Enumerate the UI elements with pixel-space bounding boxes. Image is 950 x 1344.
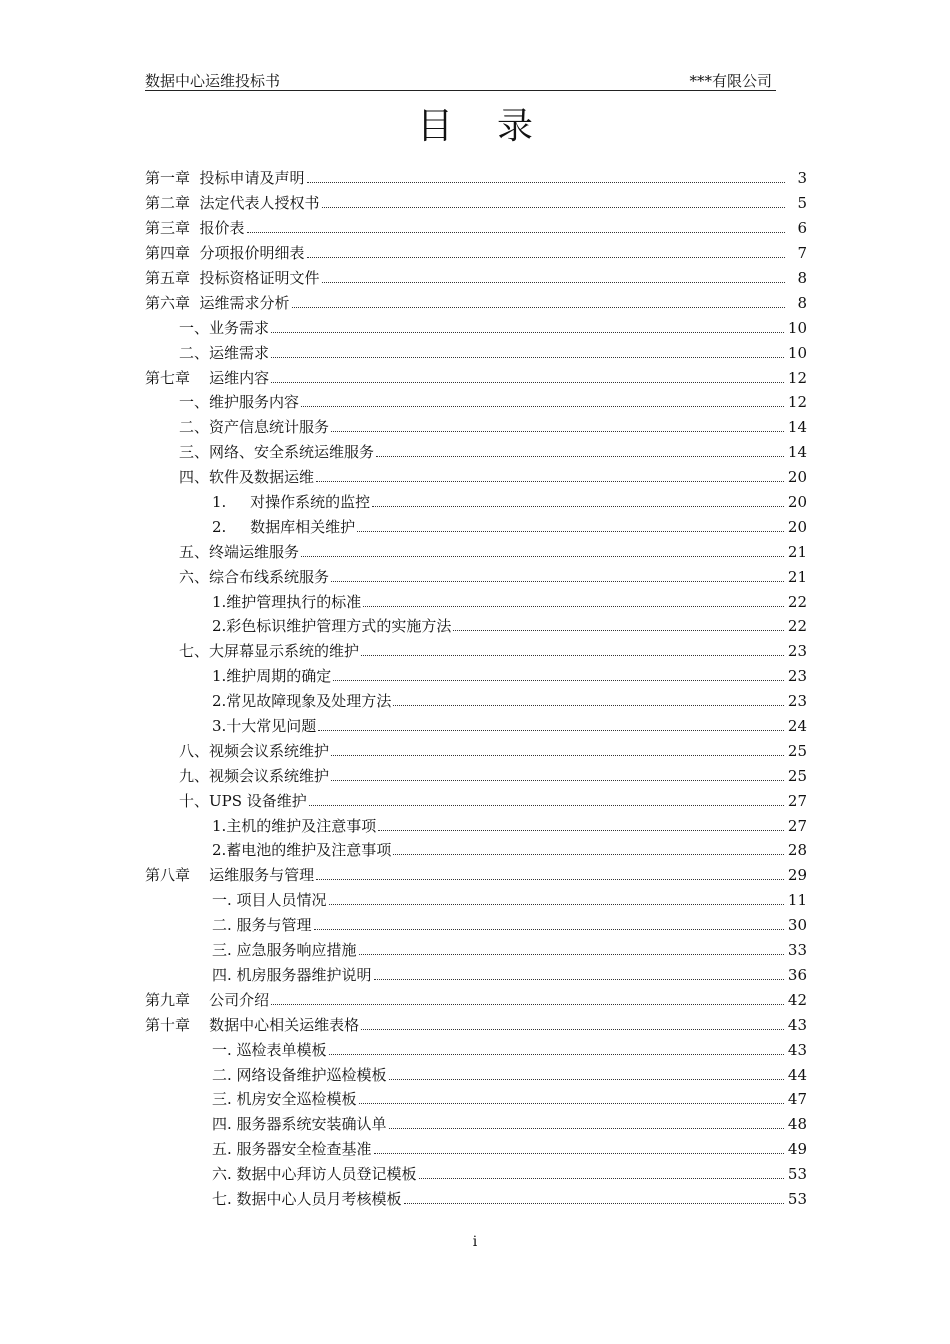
toc-entry[interactable] [145, 1162, 807, 1187]
toc-entry-label: 四、软件及数据运维 [179, 468, 315, 487]
toc-entry[interactable] [145, 390, 807, 415]
toc-dot-leader [316, 466, 784, 482]
toc-entry-label: 三. 机房安全巡检模板 [212, 1090, 357, 1109]
toc-entry-page-number: 29 [787, 866, 807, 885]
toc-entry[interactable] [145, 1187, 807, 1212]
toc-dot-leader [247, 217, 785, 233]
toc-dot-leader [301, 541, 784, 557]
page-number: i [472, 1234, 478, 1250]
toc-entry[interactable] [145, 465, 807, 490]
toc-dot-leader [318, 715, 784, 731]
toc-dot-leader [359, 939, 784, 955]
toc-entry[interactable] [145, 315, 807, 340]
toc-entry-label: 1.主机的维护及注意事项 [212, 816, 377, 835]
toc-entry-label: 一、维护服务内容 [179, 393, 300, 412]
toc-dot-leader [453, 615, 784, 631]
toc-entry[interactable] [145, 639, 807, 664]
toc-entry-page-number: 47 [787, 1090, 807, 1109]
toc-entry-page-number: 43 [787, 1015, 807, 1034]
toc-entry[interactable] [145, 938, 807, 963]
toc-entry-label: 第十章 数据中心相关运维表格 [145, 1015, 360, 1034]
toc-dot-leader [271, 342, 784, 358]
toc-entry-label: 第二章 法定代表人授权书 [145, 194, 320, 213]
toc-entry-label: 五. 服务器安全检查基准 [212, 1140, 372, 1159]
toc-entry[interactable] [145, 216, 807, 241]
toc-entry-page-number: 10 [787, 318, 807, 337]
toc-entry[interactable] [145, 863, 807, 888]
toc-entry-label: 1. 对操作系统的监控 [212, 493, 371, 512]
toc-entry-label: 第九章 公司介绍 [145, 990, 270, 1009]
toc-entry[interactable] [145, 763, 807, 788]
toc-entry-page-number: 21 [787, 567, 807, 586]
toc-entry-page-number: 8 [797, 293, 807, 312]
toc-entry[interactable] [145, 1037, 807, 1062]
toc-entry-label: 1.维护周期的确定 [212, 667, 332, 686]
toc-entry-label: 第四章 分项报价明细表 [145, 244, 305, 263]
toc-entry-page-number: 23 [787, 667, 807, 686]
toc-entry-page-number: 49 [787, 1140, 807, 1159]
toc-entry-page-number: 48 [787, 1115, 807, 1134]
toc-dot-leader [363, 591, 784, 607]
toc-entry-page-number: 53 [787, 1165, 807, 1184]
toc-dot-leader [309, 790, 784, 806]
toc-dot-leader [322, 192, 785, 208]
toc-entry-page-number: 21 [787, 542, 807, 561]
toc-entry-page-number: 25 [787, 741, 807, 760]
toc-dot-leader [393, 839, 784, 855]
toc-entry[interactable] [145, 664, 807, 689]
toc-entry-label: 2. 数据库相关维护 [212, 517, 356, 536]
page-title: 目录 [416, 106, 577, 147]
toc-dot-leader [329, 889, 784, 905]
toc-entry-label: 第六章 运维需求分析 [145, 293, 290, 312]
toc-entry-label: 四. 机房服务器维护说明 [212, 965, 372, 984]
toc-entry-page-number: 3 [797, 169, 807, 188]
toc-entry-page-number: 14 [787, 443, 807, 462]
toc-entry[interactable] [145, 1112, 807, 1137]
toc-dot-leader [359, 1088, 784, 1104]
toc-dot-leader [372, 491, 784, 507]
toc-entry[interactable] [145, 589, 807, 614]
toc-entry-page-number: 23 [787, 692, 807, 711]
toc-entry-page-number: 12 [787, 368, 807, 387]
toc-entry-page-number: 12 [787, 393, 807, 412]
toc-entry-page-number: 33 [787, 941, 807, 960]
toc-dot-leader [389, 1113, 784, 1129]
toc-entry[interactable] [145, 241, 807, 266]
toc-dot-leader [376, 441, 784, 457]
toc-entry-label: 五、终端运维服务 [179, 542, 300, 561]
toc-dot-leader [322, 267, 785, 283]
toc-entry-page-number: 14 [787, 418, 807, 437]
toc-entry-label: 九、视频会议系统维护 [179, 766, 330, 785]
toc-entry[interactable] [145, 564, 807, 589]
toc-entry-page-number: 30 [787, 916, 807, 935]
toc-entry[interactable] [145, 913, 807, 938]
toc-entry-page-number: 10 [787, 343, 807, 362]
toc-entry-page-number: 20 [787, 493, 807, 512]
toc-entry-label: 八、视频会议系统维护 [179, 741, 330, 760]
toc-entry-label: 七、大屏幕显示系统的维护 [179, 642, 360, 661]
toc-entry[interactable] [145, 191, 807, 216]
toc-dot-leader [314, 914, 784, 930]
toc-dot-leader [374, 964, 784, 980]
toc-dot-leader [331, 416, 784, 432]
toc-entry-label: 三. 应急服务响应措施 [212, 941, 357, 960]
toc-entry[interactable] [145, 888, 807, 913]
toc-entry[interactable] [145, 539, 807, 564]
toc-entry-page-number: 23 [787, 642, 807, 661]
toc-entry-label: 2.彩色标识维护管理方式的实施方法 [212, 617, 452, 636]
toc-entry[interactable] [145, 166, 807, 191]
toc-entry[interactable] [145, 963, 807, 988]
toc-entry-label: 第八章 运维服务与管理 [145, 866, 315, 885]
toc-dot-leader [404, 1188, 784, 1204]
toc-dot-leader [271, 989, 784, 1005]
toc-entry-page-number: 7 [797, 244, 807, 263]
toc-dot-leader [331, 740, 784, 756]
toc-entry[interactable] [145, 490, 807, 515]
toc-entry-page-number: 42 [787, 990, 807, 1009]
toc-entry-label: 七. 数据中心人员月考核模板 [212, 1189, 402, 1208]
toc-entry[interactable] [145, 689, 807, 714]
toc-entry-page-number: 43 [787, 1040, 807, 1059]
toc-entry-page-number: 8 [797, 269, 807, 287]
toc-dot-leader [316, 864, 784, 880]
header-company-name: ***有限公司 [689, 72, 772, 90]
toc-dot-leader [331, 765, 784, 781]
toc-entry[interactable] [145, 738, 807, 763]
toc-entry-page-number: 20 [787, 468, 807, 487]
toc-entry-label: 第五章 投标资格证明文件 [145, 269, 320, 287]
toc-entry-label: 四. 服务器系统安装确认单 [212, 1115, 387, 1134]
header-document-title: 数据中心运维投标书 [145, 72, 281, 90]
toc-entry-label: 3.十大常见问题 [212, 717, 317, 736]
toc-entry-label: 2.蓄电池的维护及注意事项 [212, 841, 392, 860]
toc-entry-label: 六. 数据中心拜访人员登记模板 [212, 1165, 417, 1184]
toc-entry[interactable] [145, 1137, 807, 1162]
toc-dot-leader [307, 167, 785, 183]
toc-entry[interactable] [145, 266, 807, 291]
toc-dot-leader [378, 815, 784, 831]
toc-entry[interactable] [145, 365, 807, 390]
toc-entry-page-number: 22 [787, 617, 807, 636]
toc-entry-label: 2.常见故障现象及处理方法 [212, 692, 392, 711]
toc-entry[interactable] [145, 1062, 807, 1087]
toc-entry[interactable] [145, 1087, 807, 1112]
toc-dot-leader [361, 1014, 784, 1030]
toc-entry-label: 二、资产信息统计服务 [179, 418, 330, 437]
toc-entry[interactable] [145, 1012, 807, 1037]
toc-entry-page-number: 44 [787, 1065, 807, 1084]
toc-dot-leader [307, 242, 785, 258]
toc-entry[interactable] [145, 813, 807, 838]
toc-entry[interactable] [145, 788, 807, 813]
toc-entry[interactable] [145, 340, 807, 365]
toc-entry-page-number: 6 [797, 219, 807, 238]
toc-entry-label: 一、业务需求 [179, 318, 270, 337]
toc-dot-leader [374, 1138, 784, 1154]
toc-dot-leader [271, 317, 784, 333]
toc-dot-leader [329, 1039, 784, 1055]
toc-entry-page-number: 5 [797, 194, 807, 213]
toc-dot-leader [271, 367, 784, 383]
toc-entry[interactable] [145, 415, 807, 440]
toc-entry-page-number: 22 [787, 592, 807, 611]
toc-entry[interactable] [145, 838, 807, 863]
toc-dot-leader [301, 391, 784, 407]
toc-entry-label: 二. 服务与管理 [212, 916, 312, 935]
toc-entry[interactable] [145, 987, 807, 1012]
toc-entry-page-number: 27 [787, 816, 807, 835]
toc-dot-leader [333, 665, 784, 681]
toc-dot-leader [331, 566, 784, 582]
toc-entry-label: 第三章 报价表 [145, 219, 245, 238]
table-of-contents [145, 166, 807, 1211]
toc-entry[interactable] [145, 290, 807, 315]
toc-dot-leader [357, 516, 784, 532]
toc-dot-leader [292, 292, 785, 308]
toc-entry-label: 十、UPS 设备维护 [179, 791, 307, 810]
toc-entry-label: 第一章 投标申请及声明 [145, 169, 305, 188]
toc-entry-label: 一. 巡检表单模板 [212, 1040, 327, 1059]
toc-entry-label: 第七章 运维内容 [145, 368, 270, 387]
toc-entry[interactable] [145, 614, 807, 639]
toc-entry-page-number: 53 [787, 1189, 807, 1208]
toc-entry-label: 一. 项目人员情况 [212, 891, 327, 910]
toc-entry[interactable] [145, 514, 807, 539]
toc-dot-leader [389, 1064, 784, 1080]
toc-entry-label: 1.维护管理执行的标准 [212, 592, 362, 611]
toc-dot-leader [393, 690, 784, 706]
toc-entry-page-number: 36 [787, 965, 807, 984]
toc-dot-leader [361, 640, 784, 656]
toc-entry-label: 二、运维需求 [179, 343, 270, 362]
toc-entry-label: 二. 网络设备维护巡检模板 [212, 1065, 387, 1084]
toc-dot-leader [419, 1163, 784, 1179]
toc-entry-page-number: 24 [787, 717, 807, 736]
toc-entry-page-number: 11 [787, 891, 807, 910]
page-header [145, 68, 776, 91]
toc-entry-page-number: 28 [787, 841, 807, 860]
toc-entry-label: 三、网络、安全系统运维服务 [179, 443, 375, 462]
toc-entry[interactable] [145, 440, 807, 465]
toc-entry[interactable] [145, 714, 807, 739]
toc-entry-page-number: 27 [787, 791, 807, 810]
toc-entry-page-number: 25 [787, 766, 807, 785]
toc-entry-page-number: 20 [787, 517, 807, 536]
toc-entry-label: 六、综合布线系统服务 [179, 567, 330, 586]
